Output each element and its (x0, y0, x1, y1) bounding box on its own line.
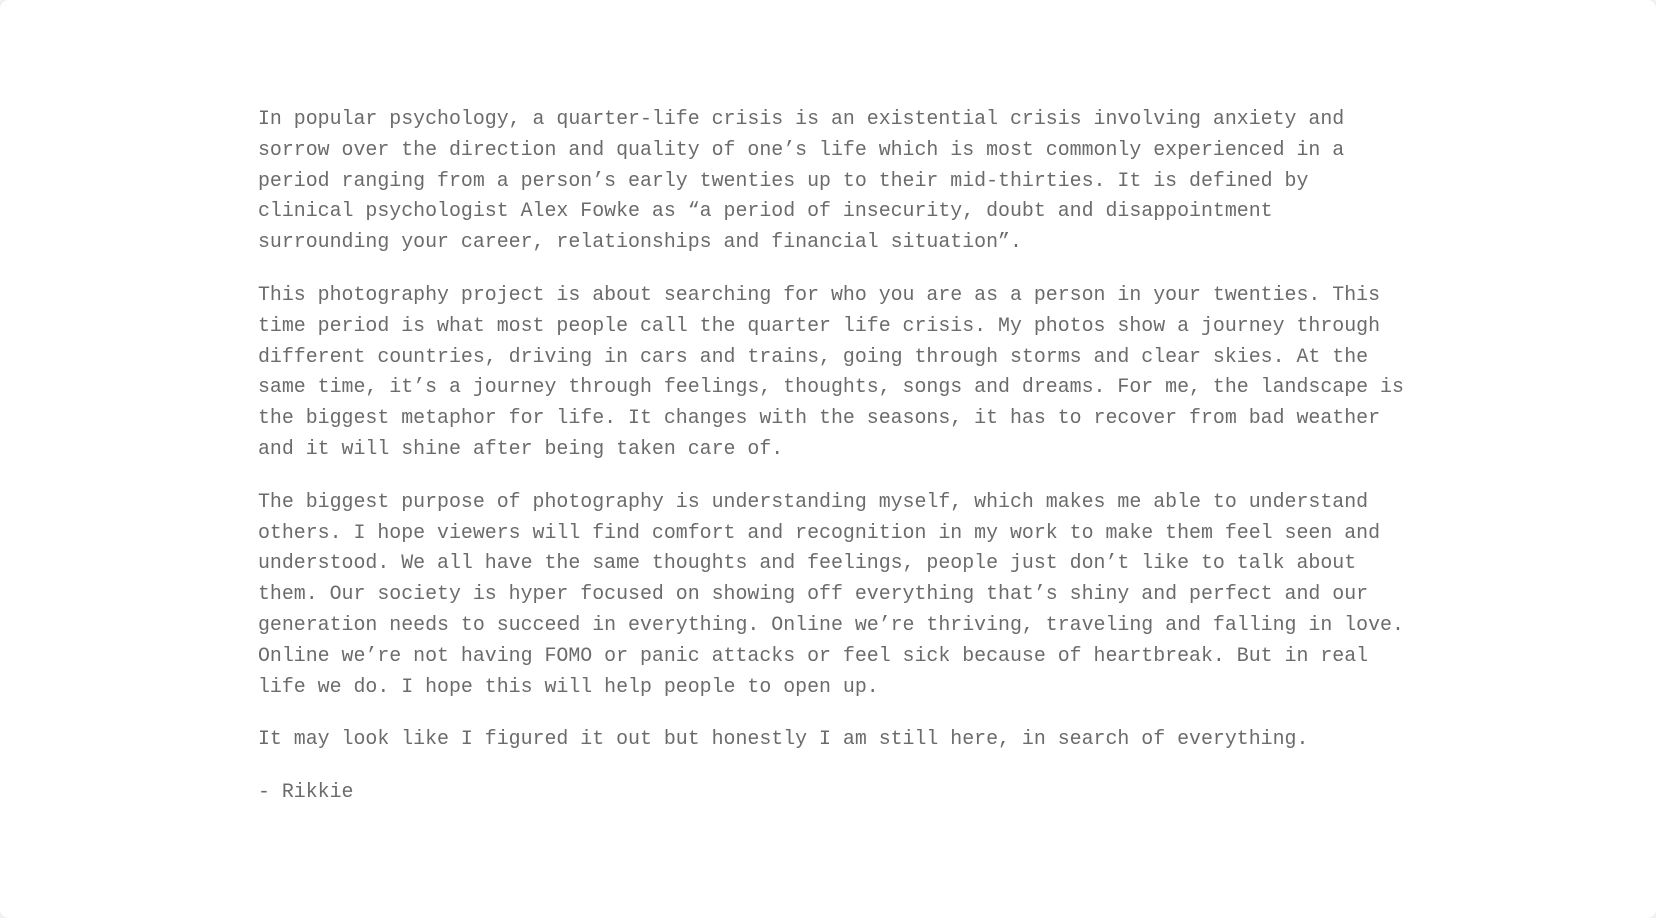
paragraph-quarter-life-crisis: In popular psychology, a quarter-life crisis is an existential crisis involving anxiety and sorrow over the direction and quality of one’s life which is most commonly experienced in a period ranging from a person’s early twenties up to their mid-thirties. It is defined by clinical psychologist Alex Fowke as “a period of insecurity, doubt and disappointment surrounding your career, relationships and financial situation”. (258, 107, 1345, 254)
paragraph-closing: It may look like I figured it out but honestly I am still here, in search of everything. (258, 727, 1309, 751)
artist-statement (258, 104, 1408, 808)
paragraph-purpose: The biggest purpose of photography is understanding myself, which makes me able to understand others. I hope viewers will find comfort and recognition in my work to make them feel seen and understood. We all have the same thoughts and feelings, people just don’t like to talk about them. Our society is hyper focused on showing off everything that’s shiny and perfect and our generation needs to succeed in everything. Online we’re thriving, traveling and falling in love. Online we’re not having FOMO or panic attacks or feel sick because of heartbreak. But in real life we do. I hope this will help people to open up. (258, 489, 1404, 698)
paragraph-project-description: This photography project is about searching for who you are as a person in your twenties. This time period is what most people call the quarter life crisis. My photos show a journey through different countries, driving in cars and trains, going through storms and clear skies. At the same time, it’s a journey through feelings, thoughts, songs and dreams. For me, the landscape is the biggest metaphor for life. It changes with the seasons, it has to recover from bad weather and it will shine after being taken care of. (258, 282, 1404, 460)
signature: - Rikkie (258, 780, 354, 804)
